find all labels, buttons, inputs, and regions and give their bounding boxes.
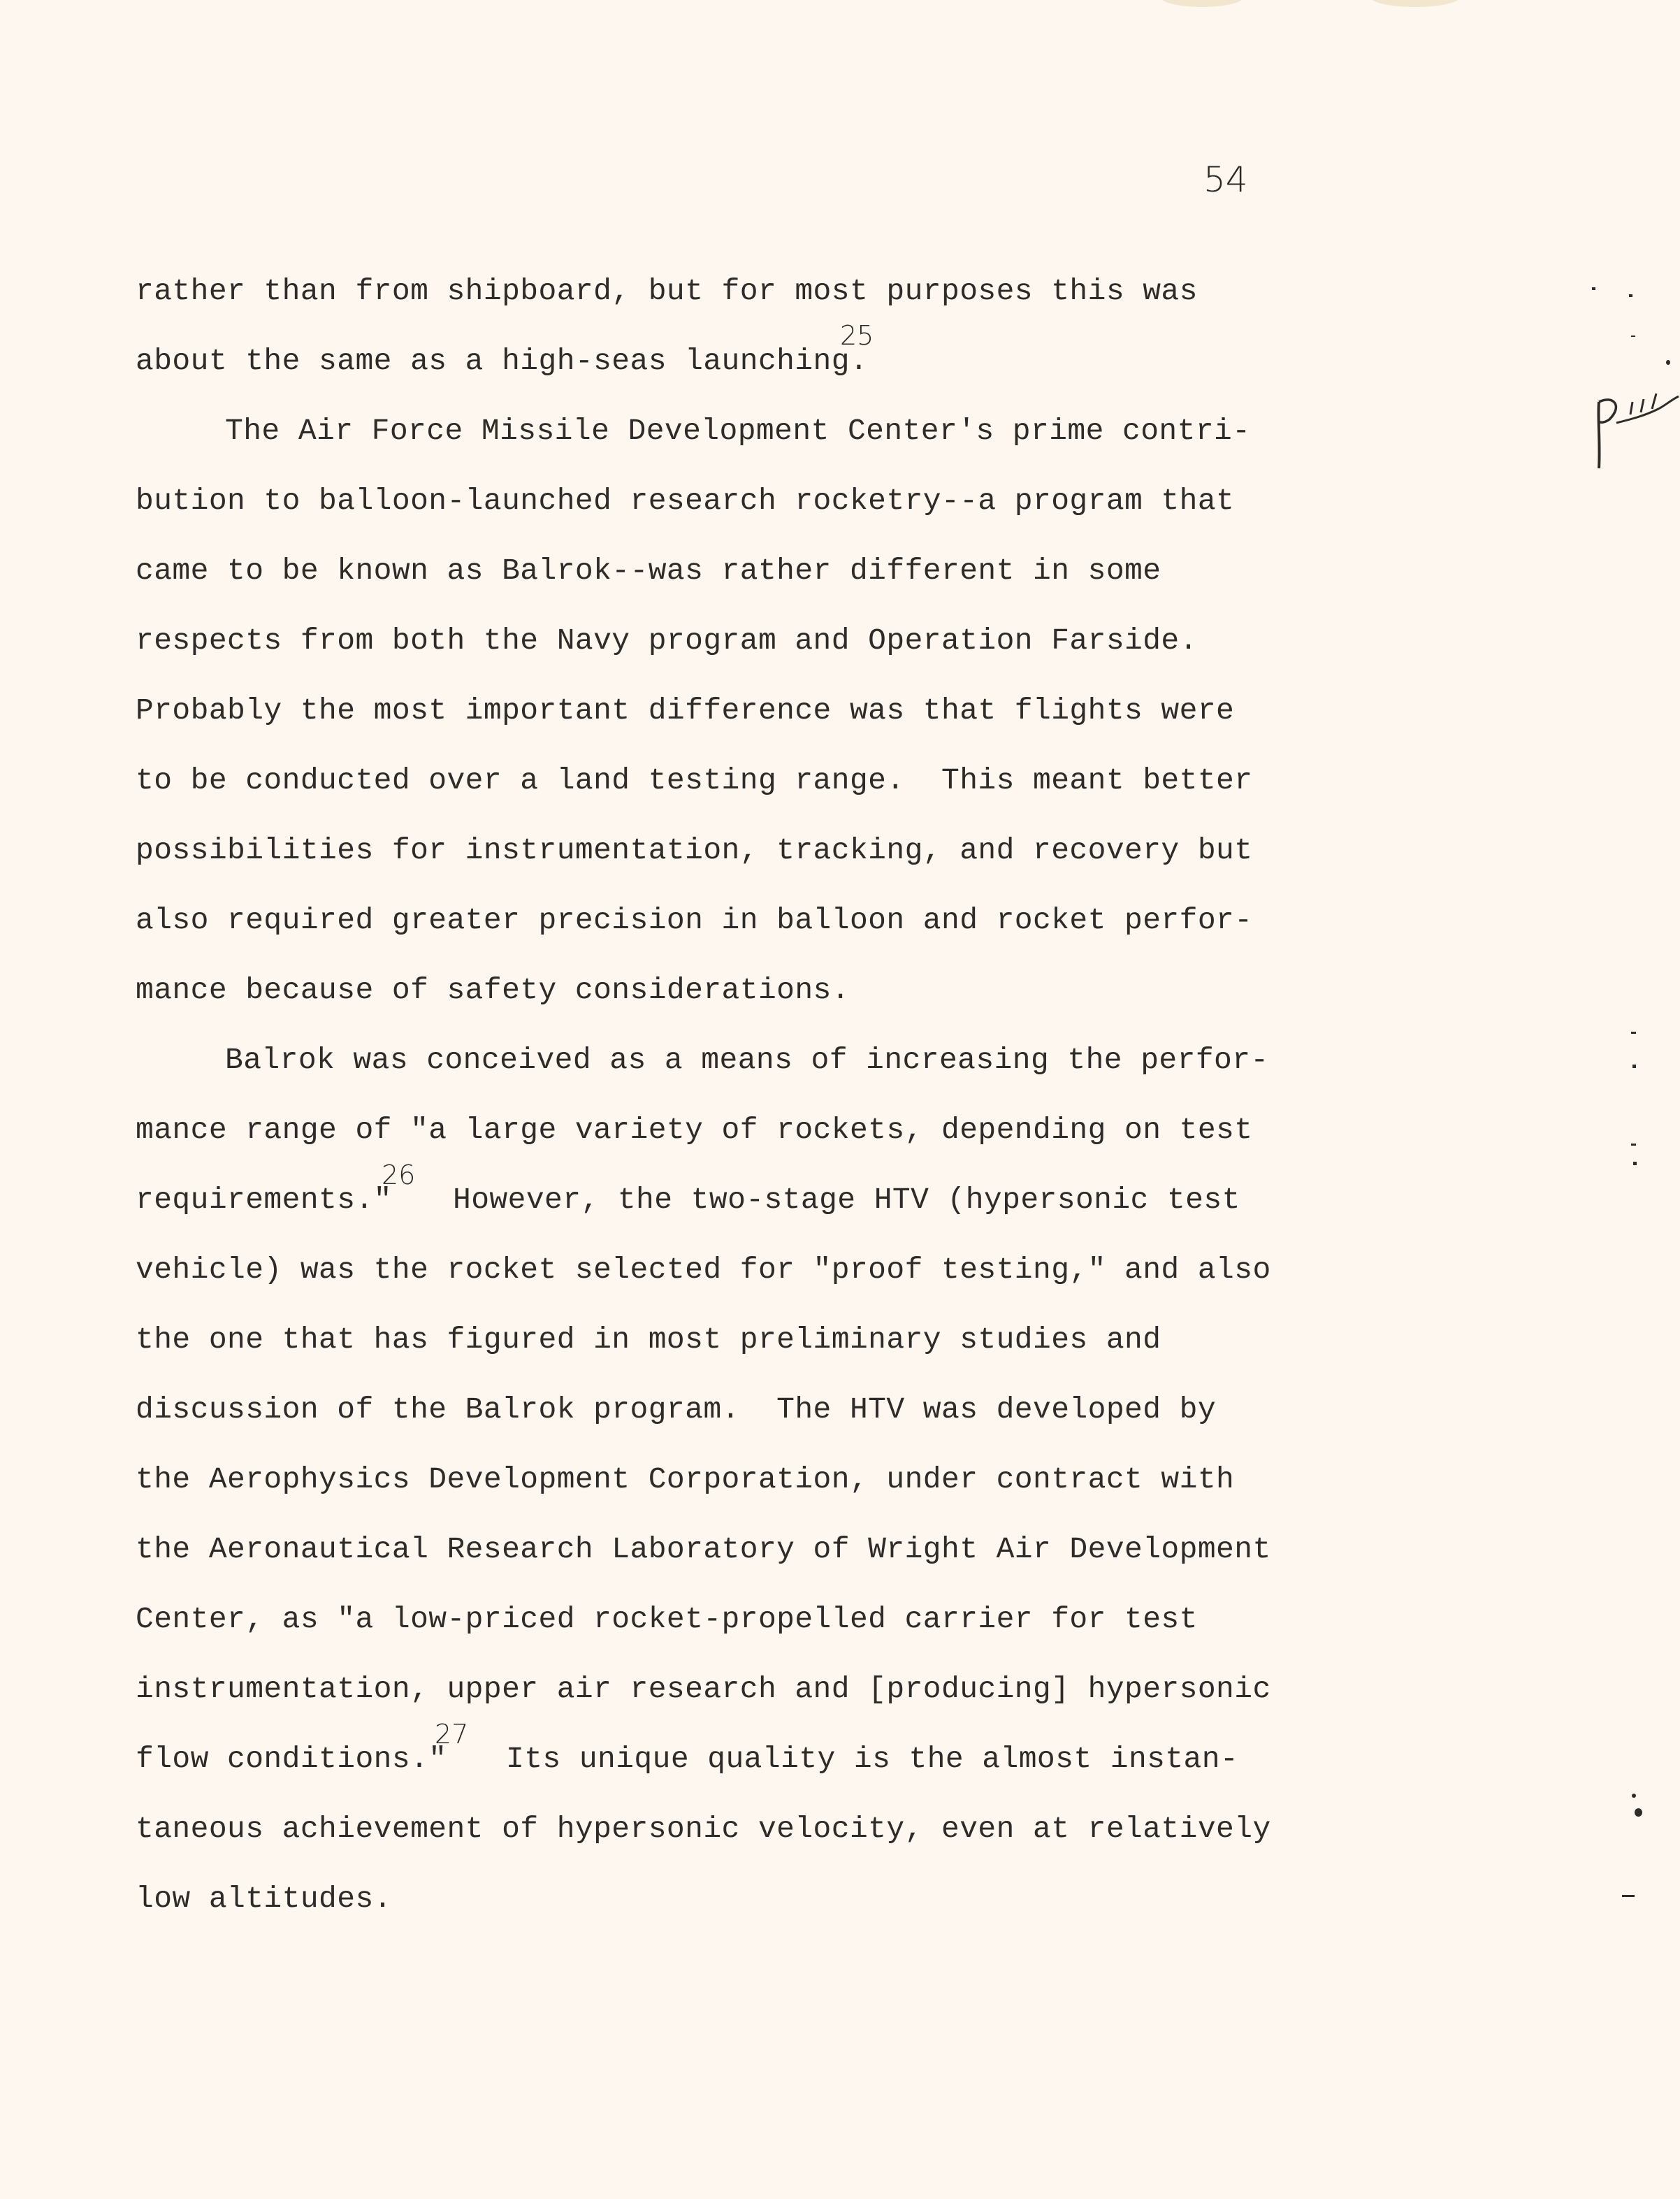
speck xyxy=(1666,360,1670,365)
speck xyxy=(1629,294,1632,297)
stain-left xyxy=(1160,0,1244,7)
text-line: However, the two-stage HTV (hypersonic test xyxy=(453,1183,1240,1217)
text-line: came to be known as Balrok--was rather different in some xyxy=(136,554,1161,588)
footnote-ref-27: 27 xyxy=(435,1719,469,1750)
text-line: about the same as a high-seas launching. xyxy=(136,344,869,378)
text-line: rather than from shipboard, but for most purposes this was xyxy=(136,274,1198,308)
text-line: mance range of "a large variety of rockets, depending on test xyxy=(136,1113,1253,1147)
speck xyxy=(1633,1162,1637,1165)
text-line: low altitudes. xyxy=(136,1882,392,1916)
speck xyxy=(1631,1032,1636,1034)
text-line: the Aeronautical Research Laboratory of Wright Air Development xyxy=(136,1532,1271,1566)
text-line: Probably the most important difference was that flights were xyxy=(136,693,1235,728)
text-line: Balrok was conceived as a means of increasing the perfor- xyxy=(225,1043,1269,1077)
text-line: flow conditions." xyxy=(136,1742,447,1776)
stain-right xyxy=(1370,0,1461,7)
text-line: instrumentation, upper air research and [producing] hypersonic xyxy=(136,1672,1271,1706)
text-line: taneous achievement of hypersonic velocity, even at relatively xyxy=(136,1812,1271,1846)
speck xyxy=(1631,1144,1636,1146)
text-line: the one that has figured in most preliminary studies and xyxy=(136,1322,1161,1357)
speck xyxy=(1631,336,1635,337)
handwritten-margin-annotation xyxy=(1592,381,1680,472)
text-line: mance because of safety considerations. xyxy=(136,973,850,1007)
text-line: possibilities for instrumentation, tracking, and recovery but xyxy=(136,833,1253,867)
speck xyxy=(1632,1794,1636,1798)
footnote-ref-25: 25 xyxy=(840,320,874,351)
footnote-ref-26: 26 xyxy=(382,1160,416,1190)
page-number: 54 xyxy=(1203,159,1248,200)
speck xyxy=(1635,1808,1642,1817)
text-line: vehicle) was the rocket selected for "proof testing," and also xyxy=(136,1253,1271,1287)
text-line: requirements." xyxy=(136,1183,392,1217)
speck xyxy=(1622,1895,1635,1897)
text-line: to be conducted over a land testing range. This meant better xyxy=(136,763,1253,798)
speck xyxy=(1592,287,1595,290)
text-line: also required greater precision in balloon and rocket perfor- xyxy=(136,903,1253,937)
text-line: respects from both the Navy program and Operation Farside. xyxy=(136,623,1198,658)
text-line: bution to balloon-launched research rocketry--a program that xyxy=(136,484,1235,518)
text-line: Center, as "a low-priced rocket-propelled carrier for test xyxy=(136,1602,1198,1636)
text-line: discussion of the Balrok program. The HTV was developed by xyxy=(136,1392,1217,1427)
text-line: the Aerophysics Development Corporation, under contract with xyxy=(136,1462,1235,1497)
text-line: Its unique quality is the almost instan- xyxy=(506,1742,1239,1776)
text-line: The Air Force Missile Development Center's prime contri- xyxy=(225,414,1251,448)
speck xyxy=(1632,1065,1636,1068)
